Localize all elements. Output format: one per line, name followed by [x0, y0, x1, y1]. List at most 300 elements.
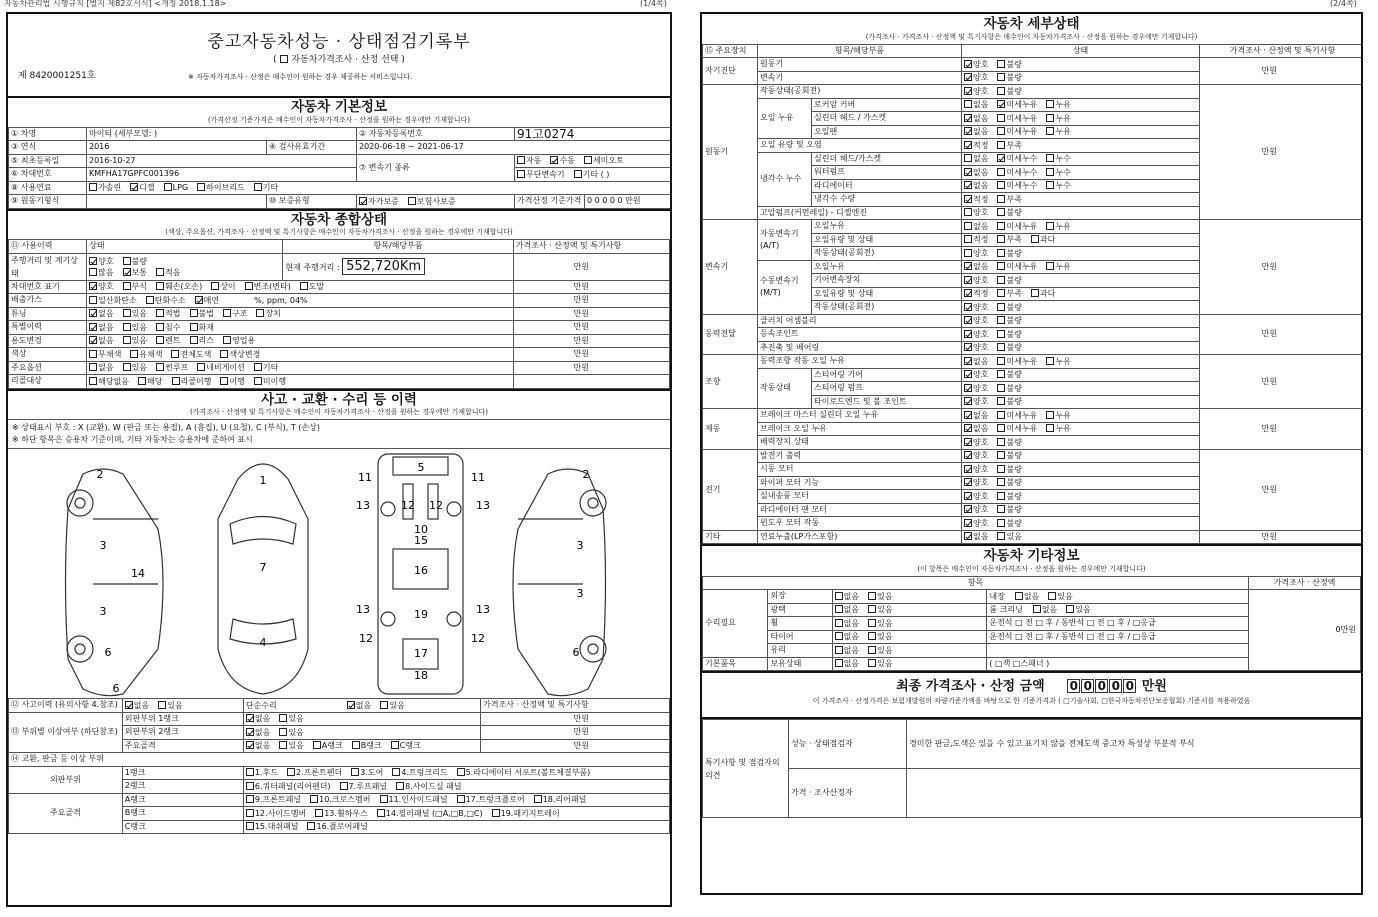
checkbox-option[interactable]	[89, 309, 113, 318]
checkbox[interactable]	[997, 87, 1005, 95]
checkbox[interactable]	[156, 336, 164, 344]
checkbox-option[interactable]	[246, 782, 331, 791]
checkbox[interactable]	[997, 424, 1005, 432]
checkbox-option[interactable]	[279, 741, 303, 750]
checkbox[interactable]	[964, 478, 972, 486]
checkbox[interactable]	[246, 822, 254, 830]
checkbox[interactable]	[997, 370, 1005, 378]
checkbox-option[interactable]	[1046, 357, 1070, 366]
checkbox[interactable]	[1046, 222, 1054, 230]
checkbox[interactable]	[964, 519, 972, 527]
checkbox[interactable]	[89, 282, 97, 290]
checkbox[interactable]	[1046, 424, 1054, 432]
checkbox[interactable]	[964, 397, 972, 405]
checkbox-option[interactable]	[164, 183, 188, 192]
checkbox-option[interactable]	[964, 465, 988, 474]
checkbox-option[interactable]	[868, 659, 892, 668]
checkbox[interactable]	[997, 100, 1005, 108]
checkbox[interactable]	[964, 195, 972, 203]
checkbox[interactable]	[211, 282, 219, 290]
checkbox-option[interactable]	[171, 350, 211, 359]
checkbox-option[interactable]	[997, 235, 1021, 244]
checkbox-option[interactable]	[964, 127, 988, 136]
checkbox[interactable]	[246, 741, 254, 749]
checkbox[interactable]	[89, 377, 97, 385]
checkbox[interactable]	[868, 632, 876, 640]
checkbox-option[interactable]	[964, 519, 988, 528]
checkbox-option[interactable]	[1046, 168, 1070, 177]
checkbox-option[interactable]	[964, 249, 988, 258]
checkbox[interactable]	[964, 127, 972, 135]
checkbox[interactable]	[89, 350, 97, 358]
checkbox-option[interactable]	[279, 728, 303, 737]
checkbox[interactable]	[997, 235, 1005, 243]
checkbox-option[interactable]	[1046, 424, 1070, 433]
checkbox[interactable]	[868, 592, 876, 600]
checkbox-option[interactable]	[964, 397, 988, 406]
checkbox[interactable]	[997, 330, 1005, 338]
checkbox-option[interactable]	[868, 592, 892, 601]
checkbox-option[interactable]	[964, 303, 988, 312]
checkbox[interactable]	[997, 316, 1005, 324]
checkbox[interactable]	[190, 336, 198, 344]
checkbox-option[interactable]	[89, 257, 113, 266]
checkbox[interactable]	[964, 330, 972, 338]
checkbox-option[interactable]	[1046, 100, 1070, 109]
checkbox-option[interactable]	[254, 363, 278, 372]
checkbox[interactable]	[534, 795, 542, 803]
checkbox-option[interactable]	[574, 170, 610, 179]
checkbox[interactable]	[396, 782, 404, 790]
checkbox-option[interactable]	[123, 282, 147, 291]
checkbox-option[interactable]	[964, 492, 988, 501]
checkbox[interactable]	[997, 532, 1005, 540]
checkbox-option[interactable]	[1033, 605, 1057, 614]
checkbox[interactable]	[574, 170, 582, 178]
checkbox-option[interactable]	[997, 465, 1021, 474]
checkbox-option[interactable]	[130, 350, 162, 359]
checkbox-option[interactable]	[997, 60, 1021, 69]
checkbox[interactable]	[964, 154, 972, 162]
checkbox-option[interactable]	[246, 728, 270, 737]
checkbox[interactable]	[156, 282, 164, 290]
checkbox-option[interactable]	[964, 384, 988, 393]
checkbox[interactable]	[964, 208, 972, 216]
checkbox-option[interactable]	[287, 768, 342, 777]
price-select-checkbox[interactable]	[280, 55, 288, 63]
checkbox-option[interactable]	[517, 156, 541, 165]
checkbox-option[interactable]	[550, 156, 574, 165]
checkbox[interactable]	[246, 809, 254, 817]
checkbox[interactable]	[1046, 181, 1054, 189]
checkbox-option[interactable]	[964, 181, 988, 190]
checkbox[interactable]	[997, 195, 1005, 203]
checkbox[interactable]	[315, 809, 323, 817]
checkbox[interactable]	[997, 222, 1005, 230]
checkbox[interactable]	[197, 183, 205, 191]
checkbox[interactable]	[279, 714, 287, 722]
checkbox-option[interactable]	[868, 632, 892, 641]
checkbox[interactable]	[997, 154, 1005, 162]
checkbox[interactable]	[313, 741, 321, 749]
checkbox[interactable]	[964, 465, 972, 473]
checkbox[interactable]	[89, 257, 97, 265]
checkbox-option[interactable]	[123, 363, 147, 372]
checkbox[interactable]	[123, 336, 131, 344]
checkbox[interactable]	[246, 768, 254, 776]
checkbox[interactable]	[351, 768, 359, 776]
checkbox[interactable]	[1066, 605, 1074, 613]
checkbox[interactable]	[1031, 289, 1039, 297]
checkbox[interactable]	[457, 768, 465, 776]
checkbox[interactable]	[279, 741, 287, 749]
checkbox[interactable]	[997, 276, 1005, 284]
checkbox-option[interactable]	[172, 377, 212, 386]
checkbox-option[interactable]	[964, 505, 988, 514]
checkbox[interactable]	[835, 632, 843, 640]
checkbox[interactable]	[220, 350, 228, 358]
checkbox[interactable]	[997, 289, 1005, 297]
checkbox-option[interactable]	[190, 309, 214, 318]
checkbox[interactable]	[340, 782, 348, 790]
checkbox-option[interactable]	[408, 197, 456, 206]
checkbox[interactable]	[868, 646, 876, 654]
checkbox-option[interactable]	[1031, 289, 1055, 298]
checkbox[interactable]	[997, 249, 1005, 257]
checkbox[interactable]	[1046, 357, 1054, 365]
checkbox-option[interactable]	[223, 336, 255, 345]
checkbox-option[interactable]	[835, 646, 859, 655]
checkbox[interactable]	[89, 309, 97, 317]
checkbox-option[interactable]	[246, 795, 301, 804]
checkbox[interactable]	[997, 208, 1005, 216]
checkbox-option[interactable]	[964, 100, 988, 109]
checkbox[interactable]	[220, 377, 228, 385]
checkbox-option[interactable]	[517, 170, 565, 179]
checkbox-option[interactable]	[997, 411, 1037, 420]
checkbox[interactable]	[377, 809, 385, 817]
checkbox-option[interactable]	[156, 282, 202, 291]
checkbox-option[interactable]	[964, 208, 988, 217]
checkbox[interactable]	[997, 357, 1005, 365]
checkbox-option[interactable]	[89, 350, 121, 359]
checkbox[interactable]	[246, 782, 254, 790]
checkbox-option[interactable]	[997, 222, 1037, 231]
checkbox[interactable]	[997, 451, 1005, 459]
checkbox[interactable]	[997, 60, 1005, 68]
checkbox[interactable]	[835, 619, 843, 627]
checkbox-option[interactable]	[964, 168, 988, 177]
checkbox[interactable]	[964, 60, 972, 68]
checkbox[interactable]	[964, 492, 972, 500]
checkbox[interactable]	[279, 728, 287, 736]
checkbox[interactable]	[223, 309, 231, 317]
checkbox-option[interactable]	[351, 768, 383, 777]
checkbox[interactable]	[517, 156, 525, 164]
checkbox-option[interactable]	[997, 330, 1021, 339]
checkbox[interactable]	[89, 296, 97, 304]
checkbox-option[interactable]	[223, 309, 247, 318]
checkbox[interactable]	[964, 289, 972, 297]
checkbox[interactable]	[997, 303, 1005, 311]
checkbox[interactable]	[156, 309, 164, 317]
checkbox-option[interactable]	[997, 519, 1021, 528]
checkbox-option[interactable]	[1031, 235, 1055, 244]
checkbox-option[interactable]	[123, 309, 147, 318]
checkbox-option[interactable]	[197, 363, 245, 372]
checkbox-option[interactable]	[195, 296, 219, 305]
checkbox[interactable]	[517, 170, 525, 178]
checkbox[interactable]	[123, 323, 131, 331]
checkbox[interactable]	[997, 438, 1005, 446]
checkbox-option[interactable]	[964, 195, 988, 204]
inspector-opinion[interactable]: 경미한 판금,도색은 있을 수 있고 표기치 않을 전체도색 중고차 특성상 부분적 부식	[907, 720, 1361, 769]
checkbox-option[interactable]	[156, 363, 188, 372]
checkbox-option[interactable]	[964, 451, 988, 460]
checkbox-option[interactable]	[997, 478, 1021, 487]
checkbox-option[interactable]	[256, 309, 280, 318]
checkbox[interactable]	[964, 87, 972, 95]
checkbox[interactable]	[964, 411, 972, 419]
checkbox[interactable]	[997, 384, 1005, 392]
checkbox[interactable]	[223, 336, 231, 344]
checkbox[interactable]	[997, 492, 1005, 500]
checkbox[interactable]	[964, 303, 972, 311]
checkbox[interactable]	[964, 181, 972, 189]
checkbox-option[interactable]	[246, 768, 278, 777]
checkbox-option[interactable]	[89, 183, 121, 192]
checkbox-option[interactable]	[391, 741, 421, 750]
checkbox[interactable]	[964, 276, 972, 284]
checkbox-option[interactable]	[997, 73, 1021, 82]
checkbox-option[interactable]	[835, 632, 859, 641]
checkbox[interactable]	[997, 141, 1005, 149]
checkbox[interactable]	[964, 370, 972, 378]
checkbox[interactable]	[997, 343, 1005, 351]
checkbox[interactable]	[89, 363, 97, 371]
checkbox-option[interactable]	[352, 741, 382, 750]
checkbox[interactable]	[997, 519, 1005, 527]
checkbox-option[interactable]	[380, 795, 448, 804]
checkbox-option[interactable]	[156, 323, 180, 332]
checkbox-option[interactable]	[1046, 411, 1070, 420]
checkbox-option[interactable]	[340, 782, 388, 791]
checkbox[interactable]	[130, 350, 138, 358]
checkbox[interactable]	[1031, 235, 1039, 243]
checkbox-option[interactable]	[964, 114, 988, 123]
checkbox[interactable]	[380, 795, 388, 803]
checkbox-option[interactable]	[868, 619, 892, 628]
checkbox[interactable]	[868, 619, 876, 627]
checkbox[interactable]	[130, 183, 138, 191]
checkbox-option[interactable]	[190, 323, 214, 332]
checkbox[interactable]	[300, 282, 308, 290]
checkbox-option[interactable]	[380, 701, 404, 710]
checkbox-option[interactable]	[245, 282, 291, 291]
checkbox-option[interactable]	[1046, 127, 1070, 136]
checkbox-option[interactable]	[457, 795, 525, 804]
checkbox[interactable]	[123, 282, 131, 290]
checkbox[interactable]	[256, 309, 264, 317]
checkbox[interactable]	[1046, 114, 1054, 122]
checkbox[interactable]	[964, 222, 972, 230]
checkbox[interactable]	[550, 156, 558, 164]
checkbox[interactable]	[347, 701, 355, 709]
checkbox-option[interactable]	[997, 181, 1037, 190]
checkbox-option[interactable]	[964, 60, 988, 69]
checkbox-option[interactable]	[997, 141, 1021, 150]
checkbox[interactable]	[156, 363, 164, 371]
checkbox-option[interactable]	[246, 809, 306, 818]
checkbox[interactable]	[964, 262, 972, 270]
checkbox-option[interactable]	[347, 701, 371, 710]
checkbox-option[interactable]	[279, 714, 303, 723]
checkbox[interactable]	[171, 350, 179, 358]
checkbox[interactable]	[964, 249, 972, 257]
checkbox-option[interactable]	[997, 438, 1021, 447]
checkbox[interactable]	[246, 728, 254, 736]
checkbox[interactable]	[125, 701, 133, 709]
checkbox-option[interactable]	[89, 296, 137, 305]
checkbox-option[interactable]	[964, 424, 988, 433]
checkbox[interactable]	[197, 363, 205, 371]
checkbox[interactable]	[123, 309, 131, 317]
checkbox[interactable]	[1033, 605, 1041, 613]
checkbox[interactable]	[964, 114, 972, 122]
checkbox-option[interactable]	[1046, 262, 1070, 271]
checkbox-option[interactable]	[997, 154, 1037, 163]
checkbox[interactable]	[964, 168, 972, 176]
checkbox-option[interactable]	[997, 276, 1021, 285]
checkbox-option[interactable]	[997, 168, 1037, 177]
checkbox[interactable]	[1046, 127, 1054, 135]
checkbox-option[interactable]	[868, 605, 892, 614]
checkbox[interactable]	[997, 181, 1005, 189]
checkbox-option[interactable]	[997, 208, 1021, 217]
checkbox-option[interactable]	[492, 809, 560, 818]
checkbox[interactable]	[190, 323, 198, 331]
checkbox-option[interactable]	[190, 336, 214, 345]
checkbox-option[interactable]	[146, 296, 186, 305]
checkbox-option[interactable]	[1048, 592, 1072, 601]
checkbox[interactable]	[1046, 262, 1054, 270]
checkbox[interactable]	[138, 377, 146, 385]
checkbox-option[interactable]	[158, 701, 182, 710]
checkbox-option[interactable]	[868, 646, 892, 655]
checkbox[interactable]	[89, 268, 97, 276]
checkbox-option[interactable]	[1066, 605, 1090, 614]
checkbox[interactable]	[835, 659, 843, 667]
checkbox[interactable]	[1046, 411, 1054, 419]
checkbox-option[interactable]	[392, 768, 447, 777]
checkbox-option[interactable]	[1015, 592, 1039, 601]
checkbox[interactable]	[310, 795, 318, 803]
checkbox-option[interactable]	[197, 183, 245, 192]
checkbox-option[interactable]	[997, 249, 1021, 258]
checkbox-option[interactable]	[997, 127, 1037, 136]
checkbox[interactable]	[89, 336, 97, 344]
checkbox-option[interactable]	[997, 370, 1021, 379]
checkbox-option[interactable]	[964, 154, 988, 163]
checkbox[interactable]	[246, 714, 254, 722]
checkbox[interactable]	[1046, 154, 1054, 162]
checkbox-option[interactable]	[835, 592, 859, 601]
checkbox-option[interactable]	[156, 309, 180, 318]
checkbox[interactable]	[997, 127, 1005, 135]
checkbox-option[interactable]	[997, 424, 1037, 433]
checkbox[interactable]	[964, 384, 972, 392]
checkbox[interactable]	[997, 397, 1005, 405]
checkbox-option[interactable]	[89, 282, 113, 291]
checkbox-option[interactable]	[964, 276, 988, 285]
checkbox[interactable]	[190, 309, 198, 317]
checkbox-option[interactable]	[964, 87, 988, 96]
checkbox-option[interactable]	[130, 183, 154, 192]
checkbox[interactable]	[287, 768, 295, 776]
checkbox[interactable]	[997, 411, 1005, 419]
checkbox[interactable]	[964, 73, 972, 81]
checkbox-option[interactable]	[964, 411, 988, 420]
checkbox[interactable]	[964, 100, 972, 108]
checkbox-option[interactable]	[246, 822, 299, 831]
checkbox[interactable]	[245, 282, 253, 290]
checkbox-option[interactable]	[997, 316, 1021, 325]
checkbox[interactable]	[123, 257, 131, 265]
checkbox-option[interactable]	[964, 222, 988, 231]
checkbox-option[interactable]	[254, 183, 278, 192]
checkbox[interactable]	[457, 795, 465, 803]
checkbox[interactable]	[89, 323, 97, 331]
checkbox-option[interactable]	[964, 235, 988, 244]
checkbox-option[interactable]	[964, 343, 988, 352]
checkbox[interactable]	[195, 296, 203, 304]
checkbox[interactable]	[964, 438, 972, 446]
checkbox[interactable]	[868, 605, 876, 613]
checkbox-option[interactable]	[377, 809, 483, 818]
checkbox-option[interactable]	[835, 659, 859, 668]
checkbox[interactable]	[254, 183, 262, 191]
checkbox[interactable]	[997, 114, 1005, 122]
checkbox-option[interactable]	[300, 282, 324, 291]
checkbox-option[interactable]	[307, 822, 367, 831]
checkbox[interactable]	[172, 377, 180, 385]
checkbox-option[interactable]	[156, 268, 180, 277]
checkbox[interactable]	[392, 768, 400, 776]
checkbox-option[interactable]	[997, 492, 1021, 501]
checkbox-option[interactable]	[246, 714, 270, 723]
checkbox[interactable]	[1048, 592, 1056, 600]
checkbox-option[interactable]	[997, 289, 1021, 298]
checkbox-option[interactable]	[534, 795, 587, 804]
checkbox[interactable]	[254, 363, 262, 371]
checkbox-option[interactable]	[997, 303, 1021, 312]
checkbox-option[interactable]	[310, 795, 370, 804]
checkbox-option[interactable]	[997, 100, 1037, 109]
checkbox[interactable]	[1046, 100, 1054, 108]
checkbox-option[interactable]	[964, 438, 988, 447]
checkbox-option[interactable]	[89, 363, 113, 372]
checkbox[interactable]	[835, 605, 843, 613]
checkbox-option[interactable]	[1046, 154, 1070, 163]
checkbox[interactable]	[964, 343, 972, 351]
checkbox[interactable]	[997, 73, 1005, 81]
checkbox[interactable]	[1046, 168, 1054, 176]
checkbox-option[interactable]	[89, 323, 113, 332]
checkbox[interactable]	[835, 592, 843, 600]
checkbox[interactable]	[964, 424, 972, 432]
checkbox[interactable]	[997, 465, 1005, 473]
checkbox[interactable]	[123, 363, 131, 371]
